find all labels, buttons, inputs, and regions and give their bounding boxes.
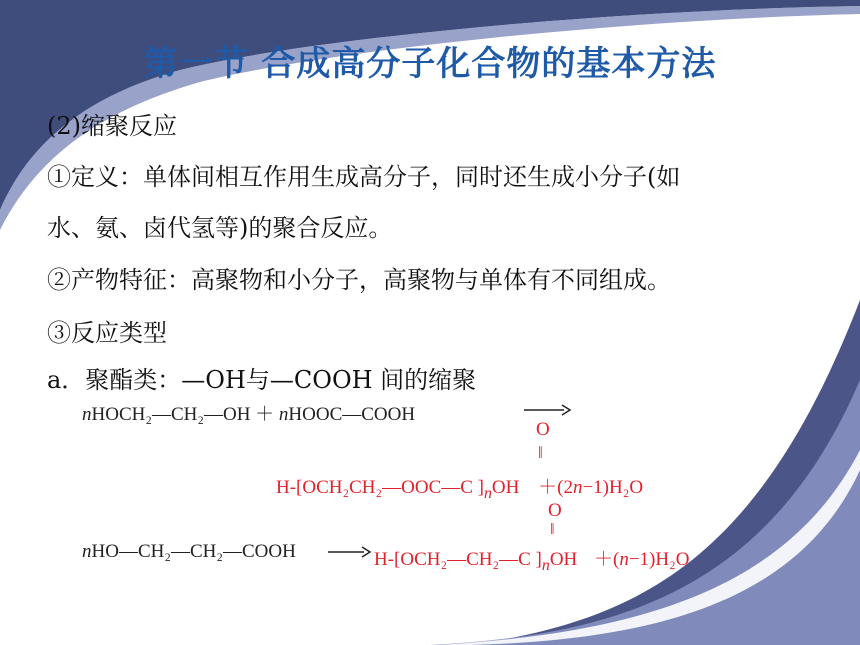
end-group-oh: OH [491,477,520,498]
end-group-oh: OH [549,549,578,570]
degree-of-polymerization: n [484,484,492,502]
hydroxy-acid-formula: HO—CH₂—CH₂—COOH [91,541,296,562]
coefficient-n: n [82,541,92,562]
reaction-arrow-1 [522,402,572,418]
equation-2-carbonyl-oxygen: O [548,500,562,521]
equation-2-double-bond: ‖ [550,521,555,538]
equation-1-double-bond: ‖ [538,443,543,462]
reaction-types-heading: ③反应类型 [47,319,167,347]
equation-2-product [374,544,689,575]
equation-1-product [276,472,643,503]
ethylene-glycol-formula: HOCH₂—CH₂—OH ＋ [91,404,279,425]
section-heading: (2)缩聚反应 [47,112,177,140]
degree-of-polymerization: n [541,556,550,574]
product-feature-line: ②产物特征：高聚物和小分子，高聚物与单体有不同组成。 [47,266,671,294]
water-byproduct: ＋(n−1)H₂O [594,549,690,570]
polyester-repeat-unit: H-[OCH₂—CH₂—C ] [374,549,542,570]
definition-line-1: ①定义：单体间相互作用生成高分子，同时还生成小分子(如 [47,163,681,191]
bottom-right-swoosh-light [430,380,860,645]
equation-1-reactants [82,399,415,426]
oxalic-acid-formula: HOOC—COOH [288,404,416,425]
slide-title: 第一节 合成高分子化合物的基本方法 [143,44,717,84]
coefficient-n: n [278,404,289,425]
coefficient-n: n [82,404,92,425]
reaction-arrow-2 [326,544,372,560]
equation-1-carbonyl-oxygen: O [536,419,550,440]
water-byproduct: ＋(2n−1)H₂O [538,477,644,498]
polyester-subheading: a．聚酯类：—OH与—COOH 间的缩聚 [47,366,477,394]
polyester-repeat-unit: H-[OCH₂CH₂—OOC—C ] [276,477,484,498]
equation-2-reactant [82,541,296,563]
definition-line-2: 水、氨、卤代氢等)的聚合反应。 [47,214,393,242]
